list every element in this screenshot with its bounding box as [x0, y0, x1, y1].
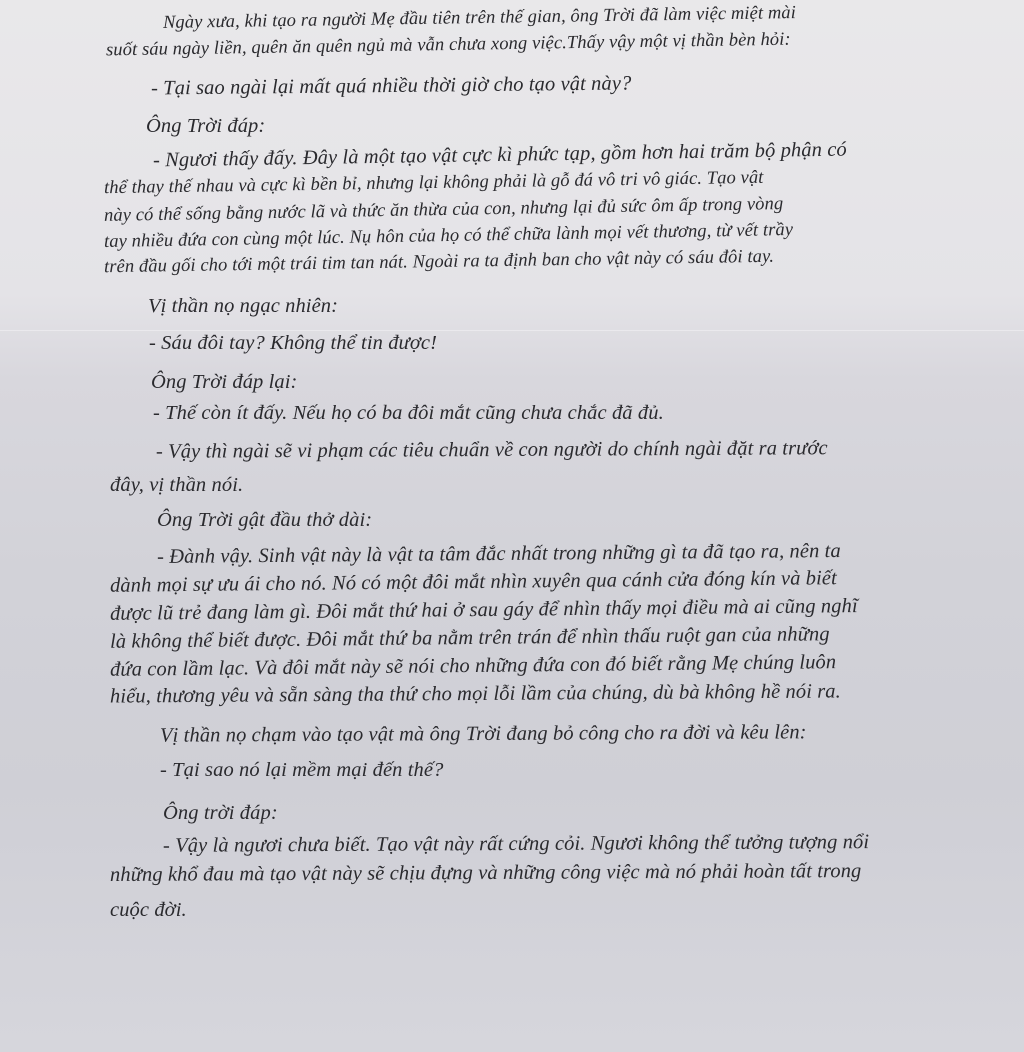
text-line: những khổ đau mà tạo vật này sẽ chịu đựng và những công việc mà nó phải hoàn tất trong	[109, 860, 862, 886]
text-line: Ngày xưa, khi tạo ra người Mẹ đầu tiên trên thế gian, ông Trời đã làm việc miệt mài	[162, 3, 797, 33]
text-line: cuộc đời.	[110, 899, 187, 921]
text-line: Ông trời đáp:	[163, 802, 278, 824]
text-line: Vị thần nọ chạm vào tạo vật mà ông Trời đang bỏ công cho ra đời và kêu lên:	[159, 721, 807, 747]
text-line: - Thế còn ít đấy. Nếu họ có ba đôi mắt cũng chưa chắc đã đủ.	[153, 402, 664, 424]
text-line: - Vậy thì ngài sẽ vi phạm các tiêu chuẩn về con người do chính ngài đặt ra trước	[155, 437, 828, 463]
text-line: - Tại sao nó lại mềm mại đến thế?	[160, 759, 444, 781]
text-line: suốt sáu ngày liền, quên ăn quên ngủ mà vẫn chưa xong việc.Thấy vậy một vị thần bèn hỏi:	[105, 29, 791, 61]
text-line: đây, vị thần nói.	[110, 474, 244, 496]
text-line: - Vậy là ngươi chưa biết. Tạo vật này rất cứng cỏi. Ngươi không thể tưởng tượng nổi	[162, 831, 870, 857]
text-line: trên đầu gối cho tới một trái tim tan nát. Ngoài ra ta định ban cho vật này có sáu đôi tay.	[103, 246, 775, 278]
text-line: Vị thần nọ ngạc nhiên:	[148, 295, 339, 317]
text-line: đứa con lầm lạc. Và đôi mắt này sẽ nói cho những đứa con đó biết rằng Mẹ chúng luôn	[109, 651, 837, 681]
text-line: Ông Trời đáp lại:	[151, 371, 298, 393]
text-line: này có thể sống bằng nước lã và thức ăn thừa của con, nhưng lại đủ sức ôm ấp trong vòng	[103, 194, 784, 226]
text-line: thể thay thế nhau và cực kì bền bỉ, nhưng lại không phải là gỗ đá vô tri vô giác. Tạo vật	[103, 167, 764, 199]
text-line: - Tại sao ngài lại mất quá nhiều thời giờ cho tạo vật này?	[150, 72, 632, 100]
text-line: - Ngươi thấy đấy. Đây là một tạo vật cực kì phức tạp, gồm hơn hai trăm bộ phận có	[152, 138, 847, 172]
text-line: - Đành vậy. Sinh vật này là vật ta tâm đắc nhất trong những gì ta đã tạo ra, nên ta	[156, 540, 841, 568]
text-line: tay nhiều đứa con cùng một lúc. Nụ hôn của họ có thể chữa lành mọi vết thương, từ vết trầy	[103, 219, 794, 253]
text-line: là không thể biết được. Đôi mắt thứ ba nằm trên trán để nhìn thấu ruột gan của những	[109, 623, 830, 653]
text-line: được lũ trẻ đang làm gì. Đôi mắt thứ hai ở sau gáy để nhìn thấy mọi điều mà ai cũng nghĩ	[109, 595, 858, 625]
text-line: dành mọi sự ưu ái cho nó. Nó có một đôi mắt nhìn xuyên qua cánh cửa đóng kín và biết	[109, 567, 837, 597]
text-line: Ông Trời gật đầu thở dài:	[157, 509, 373, 531]
text-line: Ông Trời đáp:	[146, 115, 266, 137]
text-line: hiểu, thương yêu và sẵn sàng tha thứ cho mọi lỗi lầm của chúng, dù bà không hề nói ra.	[109, 680, 841, 708]
text-line: - Sáu đôi tay? Không thể tin được!	[149, 332, 437, 354]
